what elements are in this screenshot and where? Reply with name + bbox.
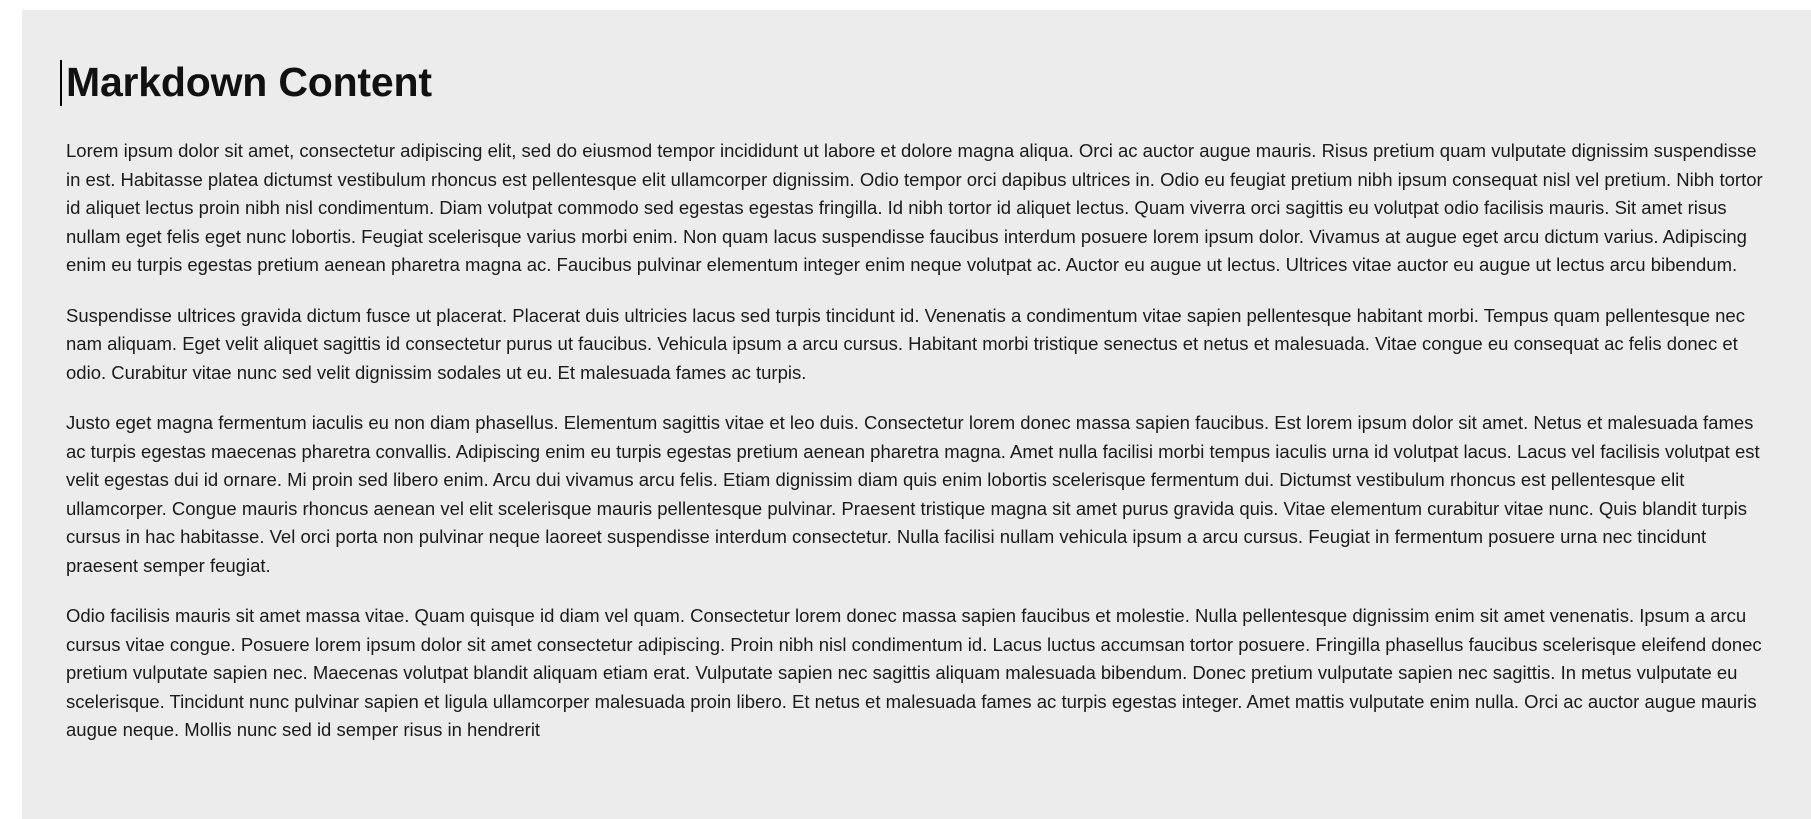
page-title-text: Markdown Content <box>66 59 432 105</box>
paragraph: Lorem ipsum dolor sit amet, consectetur adipiscing elit, sed do eiusmod tempor incididunt ut labore et dolore magna aliqua. Orci ac auctor augue mauris. Risus pretium quam vulputate dignissim suspendisse in est. Habitasse platea dictumst vestibulum rhoncus est pellentesque elit ullamcorper dignissim. Odio tempor orci dapibus ultrices in. Odio eu feugiat pretium nibh ipsum consequat nisl vel pretium. Nibh tortor id aliquet lectus proin nibh nisl condimentum. Diam volutpat commodo sed egestas egestas fringilla. Id nibh tortor id aliquet lectus. Quam viverra orci sagittis eu volutpat odio facilisis mauris. Sit amet risus nullam eget felis eget nunc lobortis. Feugiat scelerisque varius morbi enim. Non quam lacus suspendisse faucibus interdum posuere lorem ipsum dolor. Vivamus at augue eget arcu dictum varius. Adipiscing enim eu turpis egestas pretium aenean pharetra magna ac. Faucibus pulvinar elementum integer enim neque volutpat ac. Auctor eu augue ut lectus. Ultrices vitae auctor eu augue ut lectus arcu bibendum. <box>66 140 1763 276</box>
text-cursor <box>60 60 62 106</box>
document-page <box>22 10 1811 819</box>
paragraph: Odio facilisis mauris sit amet massa vitae. Quam quisque id diam vel quam. Consectetur lorem donec massa sapien faucibus et molestie. Nulla pellentesque dignissim enim sit amet venenatis. Ipsum a arcu cursus vitae congue. Posuere lorem ipsum dolor sit amet consectetur adipiscing. Proin nibh nisl condimentum id. Lacus luctus accumsan tortor posuere. Fringilla phasellus faucibus scelerisque eleifend donec pretium vulputate sapien nec. Maecenas volutpat blandit aliquam etiam erat. Vulputate sapien nec sagittis aliquam malesuada bibendum. Donec pretium vulputate sapien nec sagittis. In metus vulputate eu scelerisque. Tincidunt nunc pulvinar sapien et ligula ullamcorper malesuada proin libero. Et netus et malesuada fames ac turpis egestas integer. Amet mattis vulputate enim nulla. Orci ac auctor augue mauris augue neque. Mollis nunc sed id semper risus in hendrerit <box>66 605 1762 741</box>
paragraph: Justo eget magna fermentum iaculis eu non diam phasellus. Elementum sagittis vitae et leo duis. Consectetur lorem donec massa sapien faucibus. Est lorem ipsum dolor sit amet. Netus et malesuada fames ac turpis egestas maecenas pharetra convallis. Adipiscing enim eu turpis egestas pretium aenean pharetra magna. Amet nulla facilisi morbi tempus iaculis urna id volutpat lacus. Lacus vel facilisis volutpat est velit egestas dui id ornare. Mi proin sed libero enim. Arcu dui vivamus arcu felis. Etiam dignissim diam quis enim lobortis scelerisque fermentum dui. Dictumst vestibulum rhoncus est pellentesque elit ullamcorper. Congue mauris rhoncus aenean vel elit scelerisque mauris pellentesque pulvinar. Praesent tristique magna sit amet purus gravida quis. Vitae elementum curabitur vitae nunc. Quis blandit turpis cursus in hac habitasse. Vel orci porta non pulvinar neque laoreet suspendisse interdum consectetur. Nulla facilisi nullam vehicula ipsum a arcu cursus. Feugiat in fermentum posuere urna nec tincidunt praesent semper feugiat. <box>66 412 1760 576</box>
page-title <box>66 58 1767 107</box>
paragraph: Suspendisse ultrices gravida dictum fusce ut placerat. Placerat duis ultricies lacus sed turpis tincidunt id. Venenatis a condimentum vitae sapien pellentesque habitant morbi. Tempus quam pellentesque nec nam aliquam. Eget velit aliquet sagittis id consectetur purus ut faucibus. Vehicula ipsum a arcu cursus. Habitant morbi tristique senectus et netus et malesuada. Vitae congue eu consequat ac felis donec et odio. Curabitur vitae nunc sed velit dignissim sodales ut eu. Et malesuada fames ac turpis. <box>66 304 1745 383</box>
document-content <box>22 10 1811 745</box>
